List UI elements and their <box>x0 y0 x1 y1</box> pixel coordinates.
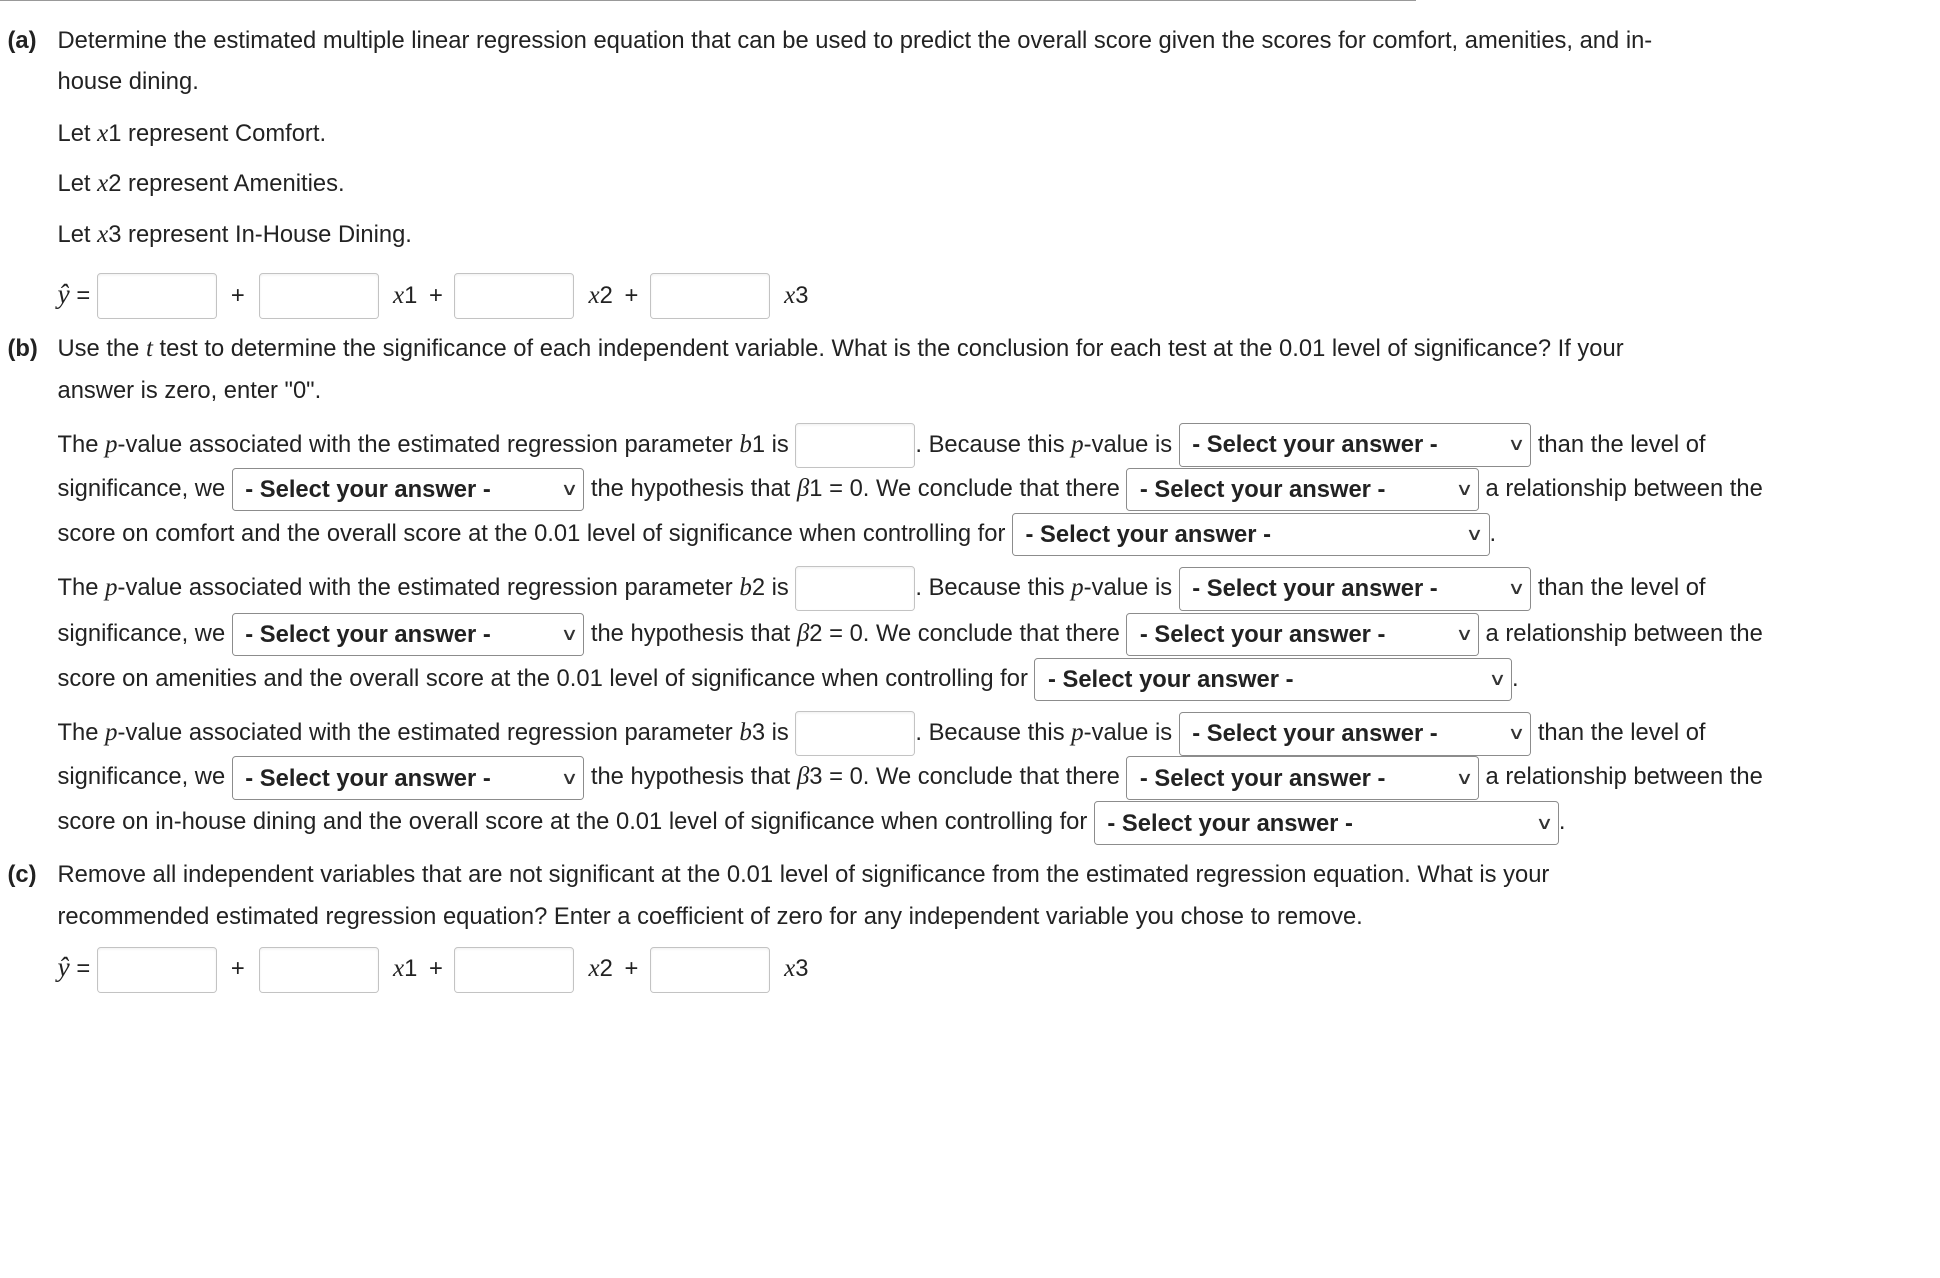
b3-conclusion-select[interactable]: - Select your answer - ∨ <box>1126 756 1479 800</box>
y-hat: ŷ <box>57 951 70 983</box>
b2-line3: score on amenities and the overall score at the 0.01 level of significance when controlling for - Select your answer - ∨ . <box>58 658 1519 702</box>
let-x1-line: Let x1 represent Comfort. <box>57 119 327 147</box>
part-a-prompt-line2: house dining. <box>57 68 199 96</box>
plus-sign: + <box>428 281 443 309</box>
plus-sign: + <box>624 281 639 309</box>
x1-var: x <box>393 955 405 983</box>
let-x3-line: Let x3 represent In-House Dining. <box>57 220 412 248</box>
part-c-label: (c) <box>7 860 37 888</box>
b1-comparison-select[interactable]: - Select your answer - ∨ <box>1179 423 1532 467</box>
b3-hypothesis-select[interactable]: - Select your answer - ∨ <box>232 756 585 800</box>
b3-input-a[interactable] <box>650 273 770 319</box>
chevron-down-icon: ∨ <box>560 478 579 499</box>
b1-conclusion-select[interactable]: - Select your answer - ∨ <box>1126 468 1479 512</box>
part-a-prompt-line1: Determine the estimated multiple linear regression equation that can be used to predict the overall score given the scores for comfort, amenities, and in- <box>57 27 1653 54</box>
x3-sub: 3 <box>795 955 809 983</box>
part-c-prompt-line2: recommended estimated regression equation? Enter a coefficient of zero for any independent variable you chose to remove. <box>57 903 1363 931</box>
part-c-prompt-line1: Remove all independent variables that are not significant at the 0.01 level of significance from the estimated regression equation. What is your <box>57 860 1550 888</box>
part-b-label: (b) <box>7 334 38 362</box>
chevron-down-icon: ∨ <box>1465 523 1484 544</box>
b3-controlling-select[interactable]: - Select your answer - ∨ <box>1094 801 1559 845</box>
b3-comparison-select[interactable]: - Select your answer - ∨ <box>1179 712 1532 756</box>
chevron-down-icon: ∨ <box>1488 668 1507 689</box>
b1-pvalue-input[interactable] <box>795 423 915 468</box>
chevron-down-icon: ∨ <box>1455 767 1473 788</box>
x3-var: x <box>784 955 796 983</box>
plus-sign: + <box>230 955 245 983</box>
x2-sub: 2 <box>599 281 613 309</box>
equals-sign: = <box>76 955 91 983</box>
b2-comparison-select[interactable]: - Select your answer - ∨ <box>1179 567 1532 611</box>
y-hat: ŷ <box>57 277 70 309</box>
chevron-down-icon: ∨ <box>1507 434 1526 455</box>
part-b-prompt-line1: Use the t test to determine the significance of each independent variable. What is the conclusion for each test at the 0.01 level of significance? If your <box>57 334 1624 362</box>
x1-var: x <box>393 281 405 309</box>
x2-var: x <box>588 955 600 983</box>
chevron-down-icon: ∨ <box>1507 723 1526 744</box>
b2-controlling-select[interactable]: - Select your answer - ∨ <box>1034 658 1512 702</box>
part-b-prompt-line2: answer is zero, enter "0". <box>57 377 322 404</box>
x1-sub: 1 <box>404 281 418 309</box>
chevron-down-icon: ∨ <box>1455 623 1473 644</box>
b3-input-c[interactable] <box>650 947 770 993</box>
equation-c <box>58 946 809 993</box>
intercept-input-c[interactable] <box>97 947 217 993</box>
x1-sub: 1 <box>404 955 418 983</box>
b3-pvalue-input[interactable] <box>795 711 915 756</box>
chevron-down-icon: ∨ <box>1535 812 1553 833</box>
part-a-label: (a) <box>7 27 37 54</box>
x3-var: x <box>784 281 796 309</box>
equation-a <box>58 273 809 320</box>
b3-line1: The p-value associated with the estimated regression parameter b3 is . Because this p-value is - Select your answer - ∨ than the level of <box>58 711 1706 756</box>
b1-input-c[interactable] <box>259 947 379 993</box>
b2-line1: The p-value associated with the estimated regression parameter b2 is . Because this p-value is - Select your answer - ∨ than the level of <box>58 566 1706 611</box>
plus-sign: + <box>624 955 639 983</box>
chevron-down-icon: ∨ <box>560 623 579 644</box>
b2-input-c[interactable] <box>454 947 574 993</box>
b1-hypothesis-select[interactable]: - Select your answer - ∨ <box>232 468 585 512</box>
chevron-down-icon: ∨ <box>1507 578 1526 599</box>
plus-sign: + <box>230 281 245 309</box>
chevron-down-icon: ∨ <box>1455 478 1473 499</box>
b1-line1: The p-value associated with the estimated regression parameter b1 is . Because this p-value is - Select your answer - ∨ than the level of <box>58 423 1706 468</box>
b2-line2: significance, we - Select your answer - ∨ the hypothesis that β2 = 0. We conclude that there - Select your answer - ∨ a relationship between the <box>58 613 1763 657</box>
plus-sign: + <box>428 955 443 983</box>
b2-input-a[interactable] <box>454 273 574 319</box>
equals-sign: = <box>76 281 91 309</box>
top-divider <box>0 0 1416 1</box>
b3-line3: score on in-house dining and the overall score at the 0.01 level of significance when controlling for - Select your answer - ∨ . <box>58 801 1566 845</box>
x2-sub: 2 <box>599 955 613 983</box>
x2-var: x <box>588 281 600 309</box>
x3-sub: 3 <box>795 281 809 309</box>
b1-controlling-select[interactable]: - Select your answer - ∨ <box>1012 513 1490 557</box>
b3-line2: significance, we - Select your answer - ∨ the hypothesis that β3 = 0. We conclude that there - Select your answer - ∨ a relationship between the <box>58 756 1763 800</box>
let-x2-line: Let x2 represent Amenities. <box>57 169 345 197</box>
b2-conclusion-select[interactable]: - Select your answer - ∨ <box>1126 613 1479 657</box>
b2-pvalue-input[interactable] <box>795 566 915 611</box>
b1-input-a[interactable] <box>259 273 379 319</box>
b1-line3: score on comfort and the overall score at the 0.01 level of significance when controlling for - Select your answer - ∨ . <box>58 513 1497 557</box>
b1-line2: significance, we - Select your answer - ∨ the hypothesis that β1 = 0. We conclude that there - Select your answer - ∨ a relationship between the <box>58 468 1763 512</box>
intercept-input-a[interactable] <box>97 273 217 319</box>
chevron-down-icon: ∨ <box>560 767 579 788</box>
b2-hypothesis-select[interactable]: - Select your answer - ∨ <box>232 613 585 657</box>
